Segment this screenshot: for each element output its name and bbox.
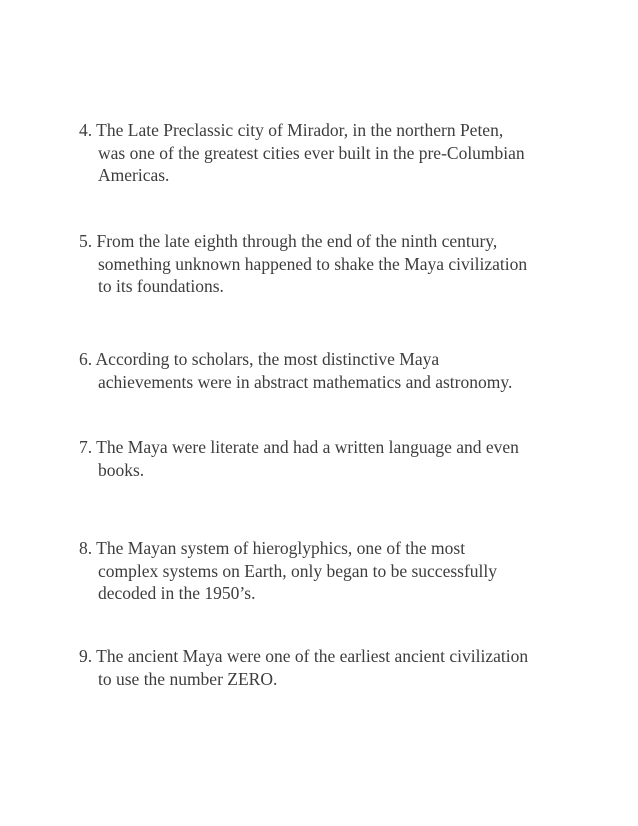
list-item-8 xyxy=(79,537,579,605)
list-item-line: 7. The Maya were literate and had a written language and even xyxy=(79,437,519,457)
list-item-4 xyxy=(79,119,579,187)
list-item-line: complex systems on Earth, only began to be successfully xyxy=(98,560,498,581)
list-item-6 xyxy=(79,348,579,393)
list-item-line: was one of the greatest cities ever built in the pre-Columbian xyxy=(98,142,525,163)
list-item-line: Americas. xyxy=(98,165,170,185)
list-item-line: decoded in the 1950’s. xyxy=(98,583,256,603)
list-item-line: books. xyxy=(98,459,145,480)
list-item-line: 9. The ancient Maya were one of the earliest ancient civilization xyxy=(79,646,529,666)
list-item-line: 6. According to scholars, the most distinctive Maya xyxy=(79,349,440,369)
list-item-line: achievements were in abstract mathematics and astronomy. xyxy=(98,371,513,392)
list-item-line: 5. From the late eighth through the end of the ninth century, xyxy=(79,231,498,251)
list-item-7 xyxy=(79,436,579,481)
list-item-line: to use the number ZERO. xyxy=(98,668,278,689)
list-item-9 xyxy=(79,645,579,690)
list-item-5 xyxy=(79,230,579,298)
list-item-line: 8. The Mayan system of hieroglyphics, one of the most xyxy=(79,538,466,558)
list-item-line: something unknown happened to shake the Maya civilization xyxy=(98,253,528,274)
list-item-line: 4. The Late Preclassic city of Mirador, in the northern Peten, xyxy=(79,120,504,140)
list-item-line: to its foundations. xyxy=(98,276,224,296)
